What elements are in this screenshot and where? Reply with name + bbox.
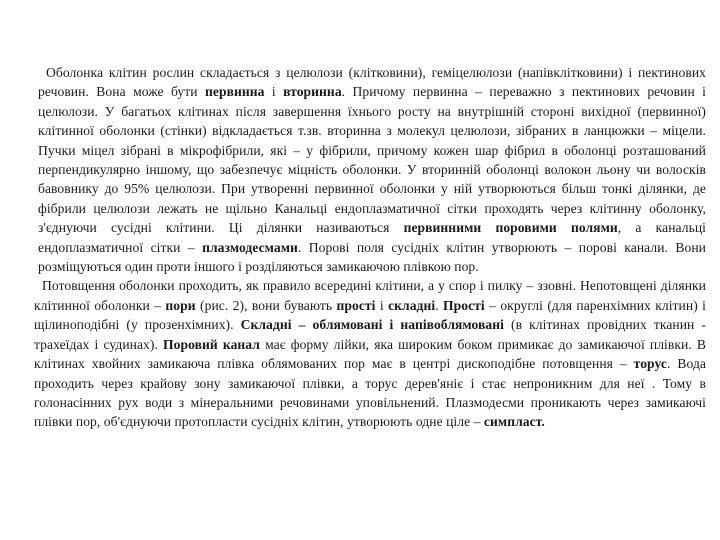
paragraph-1-seg-8: . Порові поля сусідніх клітин утворюють – порові канали. Вони розміщуються один проти іншого і розділяються замикаючою плівкою пор.: [38, 239, 706, 275]
paragraph-2-seg-4: і: [375, 297, 389, 313]
term-pervynna: первинна: [205, 84, 265, 100]
paragraph-2-seg-12: має форму лійки, яка широким боком примикає до замикаючої плівки. В клітинах хвойних замикаюча плівка облямованих пор має в центрі дископодібне потовщення –: [34, 336, 707, 372]
paragraph-2-seg-8: – округлі (для паренхімних клітин) і щілиноподібні (у прозенхімних).: [34, 297, 706, 333]
paragraph-2-seg-10: (в клітинах провідних тканин - трахеїдах і судинах).: [34, 317, 707, 352]
paragraph-1-seg-0: Оболонка клітин рослин складається з целюлози (клітковини), геміцелюлози (напівклітковини) і пектинових речовин. Вона може бути: [38, 65, 706, 100]
term-skladni: складні: [388, 297, 436, 313]
paragraph-2-seg-2: (рис. 2), вони бувають: [195, 297, 337, 313]
term-prosti: прості: [336, 297, 376, 313]
paragraph-1-seg-4: . Причому первинна – переважно з пектинових речовин і целюлози. У багатьох клітинах після завершення їхнього росту на внутрішній стороні вихідної (первинної) клітинної оболонки (стінки) відкладається т.зв. вторинна з молекул целюлози, зібраних в ланцюжки – міцели. Пучки міцел зібрані в мікрофібрили, які – у фібрили, причому кожен шар фібрил в оболонці розташований перпендикулярно іншому, що забезпечує міцність оболонки. У вторинній оболонці волокон льону чи волосків бавовнику до 95% целюлози. При утворенні первинної оболонки у ній утворюються більш тонкі ділянки, де фібрили целюлози лежать не щільно Канальці ендоплазматичної сітки проходять через клітинну оболонку, з'єднуючи сусідні клітини. Ці ділянки називаються: [38, 84, 706, 236]
term-vtorynna: вторинна: [283, 84, 342, 100]
term-pory: пори: [165, 297, 196, 313]
paragraph-1-seg-6: , а канальці ендоплазматичної сітки –: [38, 220, 706, 255]
term-plazmodesmy: плазмодесмами: [202, 239, 298, 255]
term-torus: торус: [633, 356, 667, 372]
paragraph-2: [34, 276, 706, 431]
paragraph-1-seg-2: і: [264, 84, 284, 100]
paragraph-2-seg-6: .: [435, 297, 444, 313]
term-symplast: симпласт.: [483, 414, 545, 430]
paragraph-2-seg-0: Потовщення оболонки проходить, як правило всередині клітини, а у спор і пилку – ззовні. Непотовщені ділянки клітинної оболонки –: [34, 278, 706, 313]
text-body: [34, 63, 706, 432]
paragraph-2-seg-14: . Вода проходить через крайову зону замикаючої плівки, а торус дерев'яніє і стає непроникним для неї . Тому в голонасінних рух води з мінеральними речовинами уповільнений. Плазмодесми проникають через замикаючі плівки пор, об'єднуючи протопласти сусідніх клітин, утворюють одне ціле –: [34, 356, 706, 430]
paragraph-1: [34, 63, 706, 276]
term-pervynni-porovi-polia: первинними поровими полями: [403, 220, 618, 236]
term-skladni-oblyamovani: Складні – облямовані і напівоблямовані: [240, 317, 504, 333]
term-porovyi-kanal: Поровий канал: [163, 336, 260, 352]
term-prosti-heading: Прості: [443, 297, 485, 313]
